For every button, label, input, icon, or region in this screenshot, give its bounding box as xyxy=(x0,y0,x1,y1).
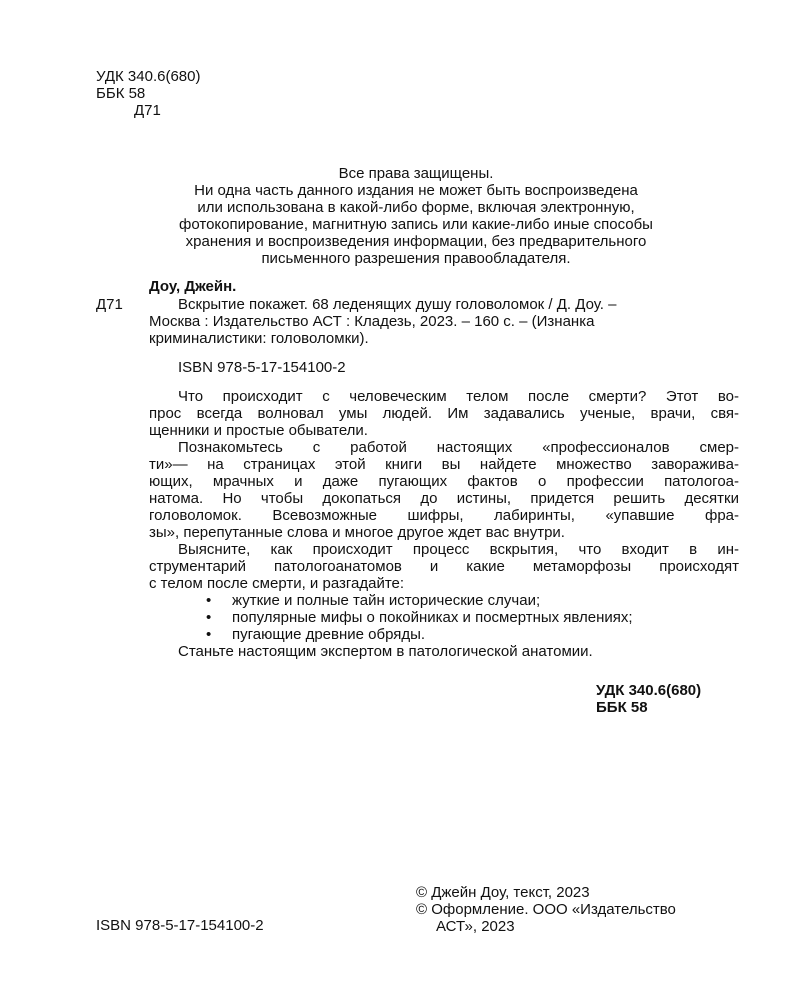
isbn-footer: ISBN 978-5-17-154100-2 xyxy=(96,917,264,934)
copyright-design-cont: АСТ», 2023 xyxy=(436,918,515,935)
bbk-code: ББК 58 xyxy=(596,699,648,716)
rights-line: хранения и воспроизведения информации, без предварительного xyxy=(185,233,647,250)
rights-line: письменного разрешения правообладателя. xyxy=(261,250,571,267)
rights-line: фотокопирование, магнитную запись или какие-либо иные способы xyxy=(179,216,653,233)
rights-line: Ни одна часть данного издания не может быть воспроизведена xyxy=(194,182,638,199)
annotation-line: Что происходит с человеческим телом после смерти? Этот во- xyxy=(178,388,739,405)
list-item: • жуткие и полные тайн исторические случаи; xyxy=(206,592,541,609)
udk-code: УДК 340.6(680) xyxy=(96,68,201,85)
annotation-line: щенники и простые обыватели. xyxy=(149,422,368,439)
description-line: Вскрытие покажет. 68 леденящих душу головоломок / Д. Доу. – xyxy=(178,296,617,313)
annotation-line: Выясните, как происходит процесс вскрытия, что входит в ин- xyxy=(178,541,739,558)
bibliographic-description xyxy=(149,296,739,347)
list-item: • популярные мифы о покойниках и посмертных явлениях; xyxy=(206,609,633,626)
annotation-line: ющих, мрачных и даже пугающих фактов о профессии патологоа- xyxy=(149,473,739,490)
classification-codes-right xyxy=(596,682,701,716)
annotation-line: ти»— на страницах этой книги вы найдете множество завораживa- xyxy=(149,456,739,473)
isbn: ISBN 978-5-17-154100-2 xyxy=(178,359,346,376)
copyright-text: © Джейн Доу, текст, 2023 xyxy=(416,884,590,901)
copyright-block xyxy=(416,884,746,935)
list-item: • пугающие древние обряды. xyxy=(206,626,426,643)
annotation-line: Познакомьтесь с работой настоящих «профессионалов смер- xyxy=(178,439,739,456)
annotation-line: натома. Но чтобы докопаться до истины, придется решить десятки xyxy=(149,490,739,507)
annotation-line: струментарий патологоанатомов и какие метаморфозы происходят xyxy=(149,558,739,575)
rights-line: или использована в какой-либо форме, включая электронную, xyxy=(197,199,635,216)
annotation-closing: Станьте настоящим экспертом в патологической анатомии. xyxy=(178,643,593,660)
annotation-line: головоломок. Всевозможные шифры, лабиринты, «упавшие фра- xyxy=(149,507,739,524)
bullet-list xyxy=(149,592,739,643)
bullet-icon: • xyxy=(206,592,212,609)
rights-notice xyxy=(96,165,736,267)
author-heading: Доу, Джейн. xyxy=(149,278,237,295)
bullet-icon: • xyxy=(206,626,212,643)
bbk-code: ББК 58 xyxy=(96,85,146,102)
annotation xyxy=(149,388,739,660)
classification-codes xyxy=(96,68,200,119)
description-line: криминалистики: головоломки). xyxy=(149,330,369,347)
description-line: Москва : Издательство АСТ : Кладезь, 2023. – 160 с. – (Изнанка xyxy=(149,313,595,330)
copyright-design: © Оформление. ООО «Издательство xyxy=(416,901,676,918)
udk-code: УДК 340.6(680) xyxy=(596,682,702,699)
bullet-icon: • xyxy=(206,609,212,626)
annotation-line: зы», перепутанные слова и многое другое ждет вас внутри. xyxy=(149,524,565,541)
bibliographic-code: Д71 xyxy=(96,296,123,313)
author-mark: Д71 xyxy=(134,102,161,119)
annotation-line: прос всегда волновал умы людей. Им задавались ученые, врачи, свя- xyxy=(149,405,739,422)
annotation-line: с телом после смерти, и разгадайте: xyxy=(149,575,405,592)
rights-line: Все права защищены. xyxy=(338,165,494,182)
